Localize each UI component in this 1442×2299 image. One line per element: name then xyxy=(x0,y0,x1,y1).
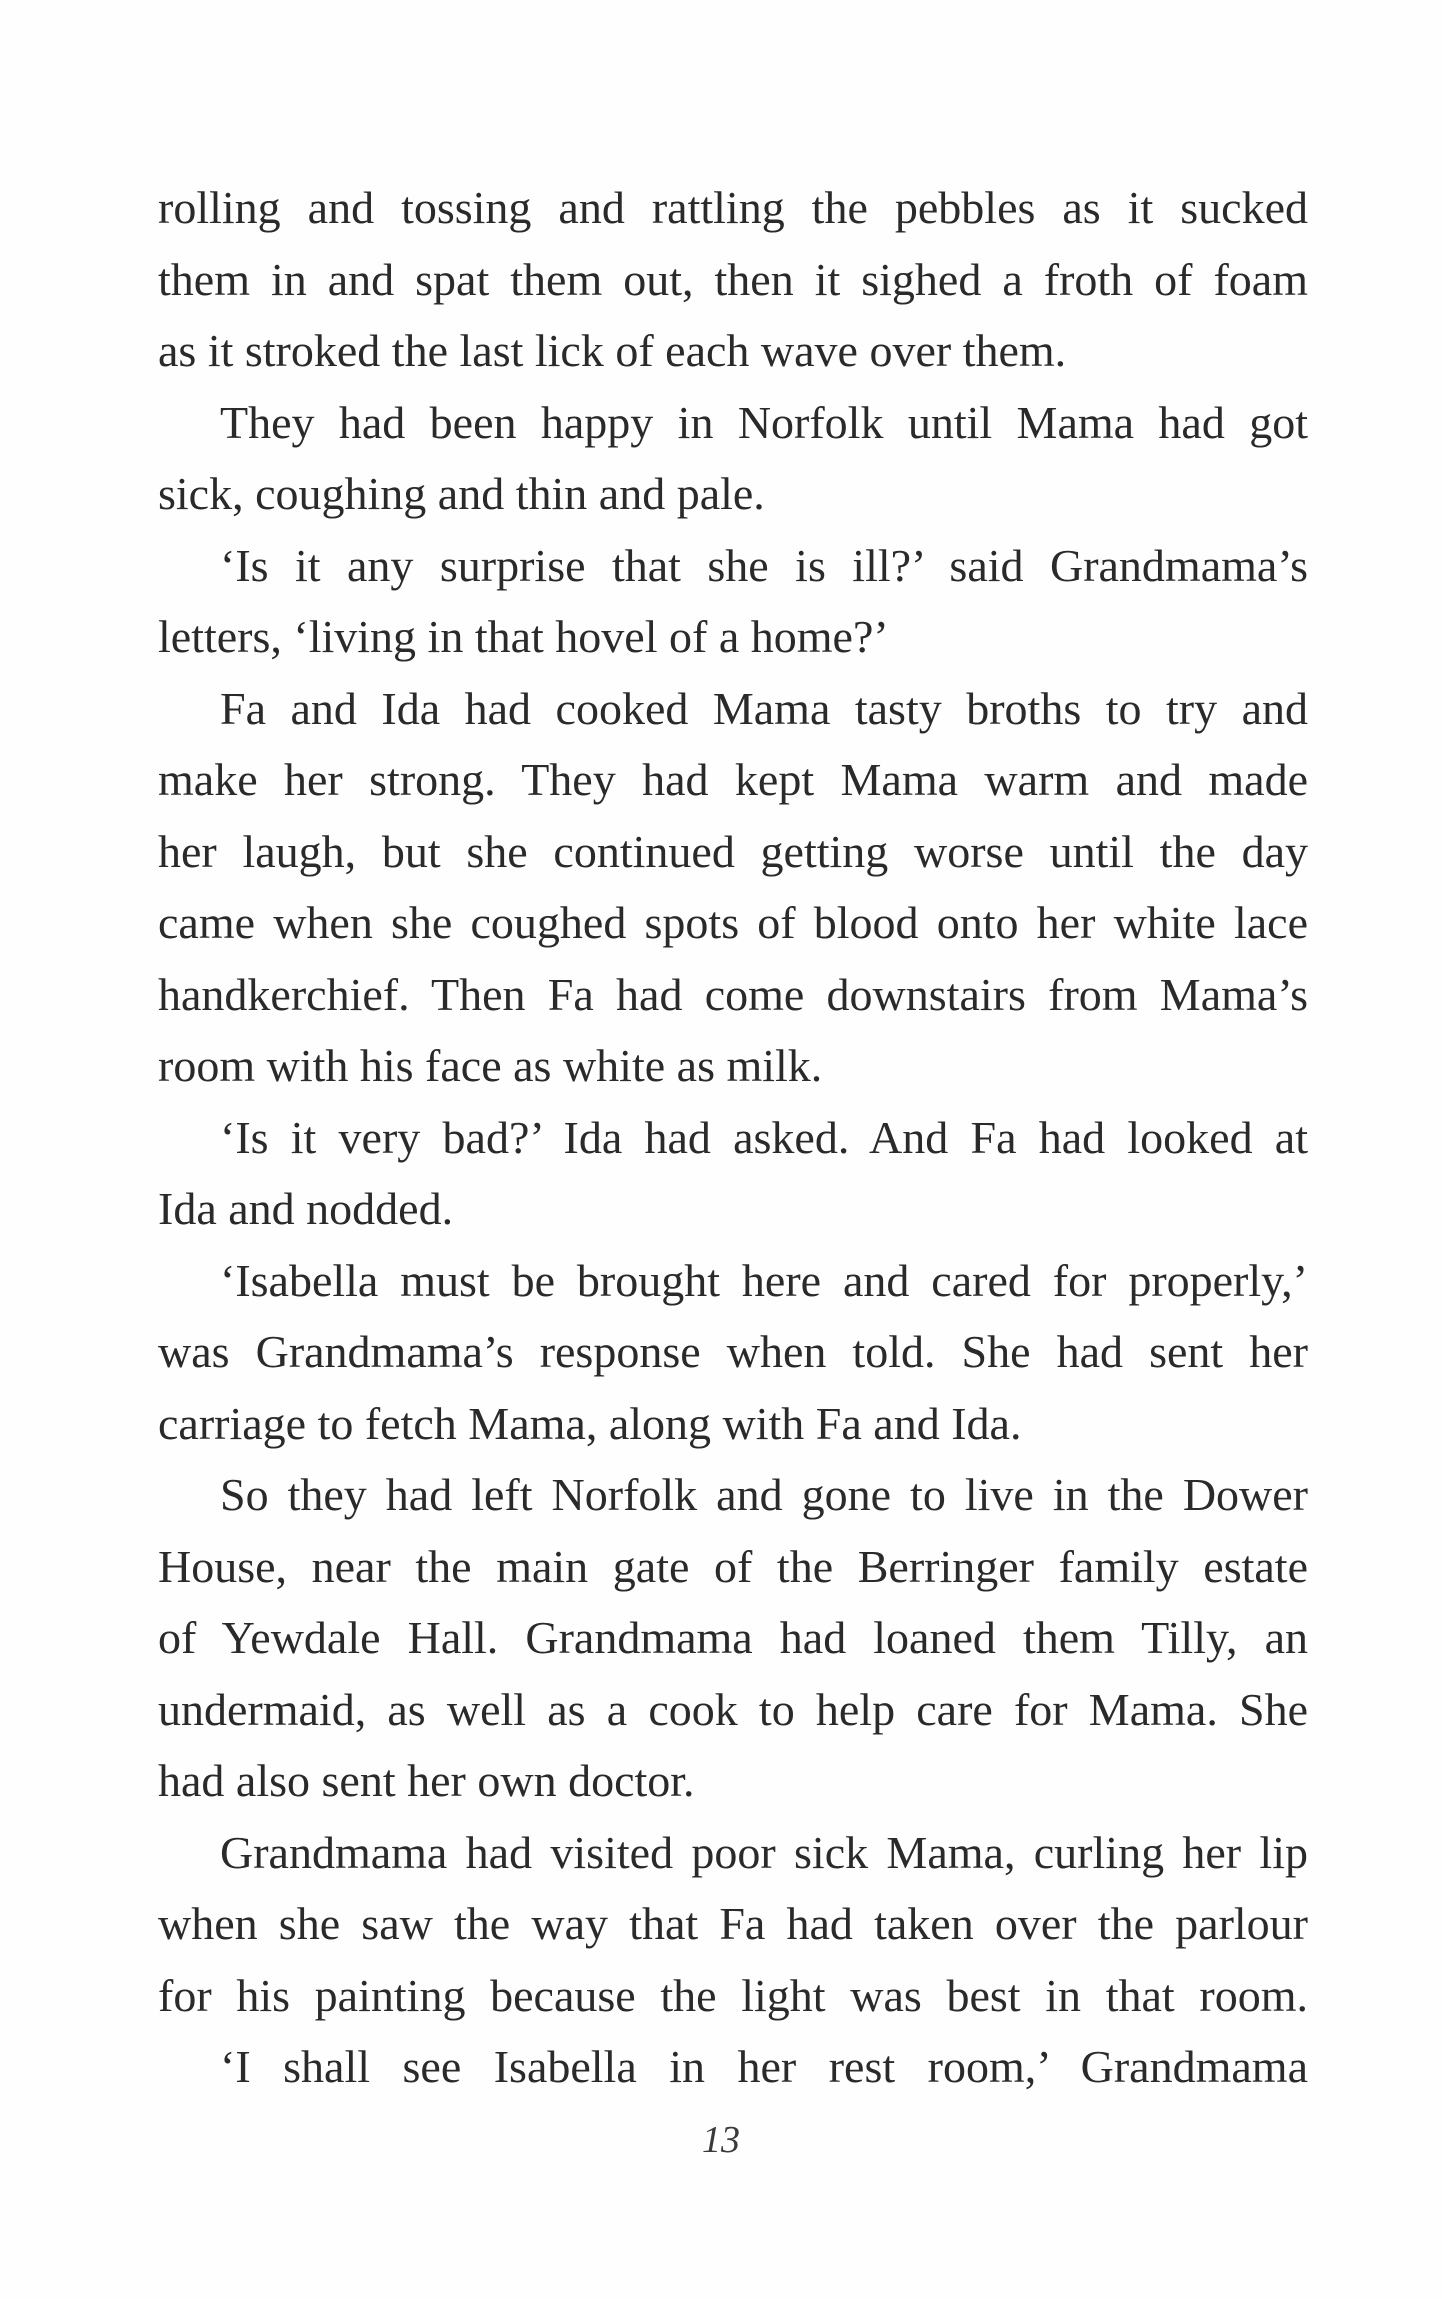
text-line: They had been happy in Norfolk until Mama had got xyxy=(220,396,1308,448)
text-line: them in and spat them out, then it sighed a froth of foam xyxy=(158,253,1308,305)
text-line: ‘I shall see Isabella in her rest room,’ Grandmama xyxy=(220,2041,1308,2092)
text-line: carriage to fetch Mama, along with Fa and Ida. xyxy=(158,1397,1022,1449)
text-line: her laugh, but she continued getting worse until the day xyxy=(158,825,1308,877)
page-number: 13 xyxy=(702,2119,740,2161)
text-line: had also sent her own doctor. xyxy=(158,1755,695,1806)
text-line: ‘Is it very bad?’ Ida had asked. And Fa had looked at xyxy=(220,1111,1308,1163)
text-line: for his painting because the light was best in that room. xyxy=(158,1969,1308,2021)
text-line: handkerchief. Then Fa had come downstairs from Mama’s xyxy=(158,968,1308,1020)
text-line: of Yewdale Hall. Grandmama had loaned them Tilly, an xyxy=(158,1612,1308,1663)
text-line: undermaid, as well as a cook to help care for Mama. She xyxy=(158,1683,1308,1735)
text-line: make her strong. They had kept Mama warm and made xyxy=(158,754,1308,805)
text-line: Fa and Ida had cooked Mama tasty broths to try and xyxy=(220,682,1308,734)
text-line: came when she coughed spots of blood onto her white lace xyxy=(158,897,1308,948)
text-line: letters, ‘living in that hovel of a home?’ xyxy=(158,611,889,662)
text-line: So they had left Norfolk and gone to live in the Dower xyxy=(220,1469,1308,1520)
text-line: ‘Isabella must be brought here and cared for properly,’ xyxy=(220,1254,1308,1306)
text-line: room with his face as white as milk. xyxy=(158,1040,823,1091)
text-line: Ida and nodded. xyxy=(158,1183,454,1234)
text-line: when she saw the way that Fa had taken over the parlour xyxy=(158,1898,1308,1949)
body-text xyxy=(158,172,1308,2103)
text-line: rolling and tossing and rattling the pebbles as it sucked xyxy=(158,182,1308,233)
text-line: Grandmama had visited poor sick Mama, curling her lip xyxy=(220,1826,1308,1878)
text-line: as it stroked the last lick of each wave over them. xyxy=(158,325,1067,376)
text-line: House, near the main gate of the Berringer family estate xyxy=(158,1540,1308,1592)
text-line: was Grandmama’s response when told. She had sent her xyxy=(158,1326,1308,1377)
text-line: ‘Is it any surprise that she is ill?’ said Grandmama’s xyxy=(220,539,1308,591)
text-line: sick, coughing and thin and pale. xyxy=(158,468,765,519)
